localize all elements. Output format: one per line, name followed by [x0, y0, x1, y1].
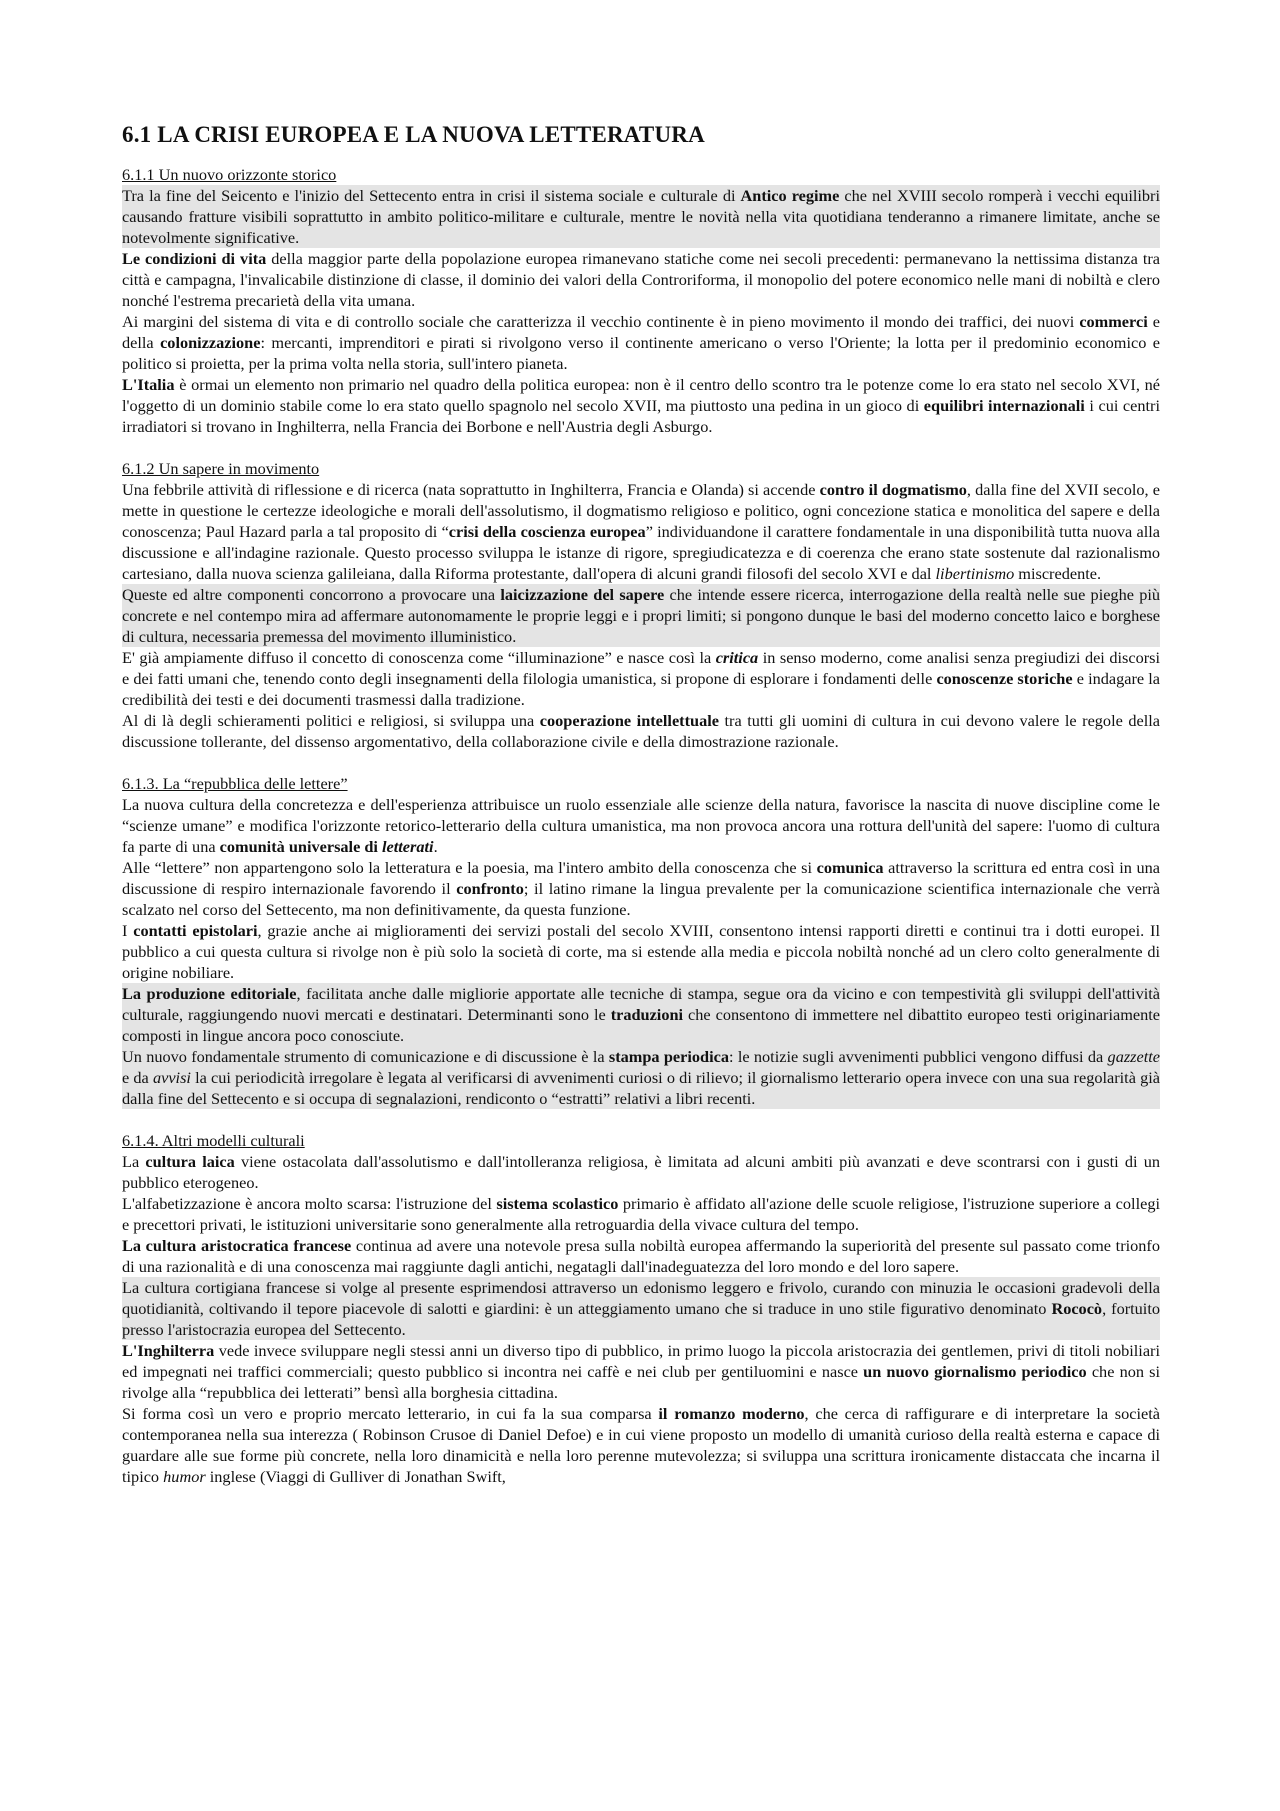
text-run: , grazie anche ai miglioramenti dei servizi postali del secolo XVIII, consentono intensi rapporti diretti e continui tra i dotti europei. Il pubblico a cui questa cultura si rivolge non è più solo la società di corte, ma si estende alla media e piccola nobiltà nonché ad un clero colto generalmente di origine nobiliare.: [122, 921, 1160, 982]
highlighted-paragraph: [122, 1046, 1160, 1109]
text-run: : mercanti, imprenditori e pirati si rivolgono verso il continente americano o verso l'Oriente; la lotta per il predominio economico e politico si proietta, per la prima volta nella storia, sull'intero pianeta.: [122, 333, 1161, 373]
text-run: miscredente.: [1014, 564, 1102, 583]
bold-term: confronto: [456, 879, 524, 898]
paragraph: [122, 1235, 1160, 1277]
highlighted-paragraph: [122, 185, 1160, 248]
text-run: continua ad avere una notevole presa sulla nobiltà europea affermando la superiorità del presente sul passato come trionfo di una razionalità e di una conoscenza mai raggiunte dagli antichi, negatagli dall'inadeguatezza del loro mondo e del loro sapere.: [122, 1236, 1160, 1276]
text-run: della maggior parte della popolazione europea rimanevano statiche come nei secoli precedenti: permanevano la nettissima distanza tra città e campagna, l'invalicabile distinzione di classe, il dominio dei valori della Controriforma, il monopolio del potere economico nelle mani di nobiltà e clero nonché l'estrema precarietà della vita umana.: [122, 249, 1160, 310]
text-run: tra tutti gli uomini di cultura in cui devono valere le regole della discussione tollerante, del dissenso argomentativo, della collaborazione civile e della dimostrazione razionale.: [122, 711, 1161, 751]
paragraph: [122, 647, 1160, 710]
text-run: La cultura cortigiana francese si volge al presente esprimendosi attraverso un edonismo leggero e frivolo, curando con minuzia le occasioni gradevoli della quotidianità, coltivando il tepore piacevole di salotti e giardini: è un atteggiamento umano che si traduce in uno stile figurativo denominato: [122, 1278, 1160, 1318]
bold-term: cooperazione intellettuale: [539, 711, 719, 730]
text-run: La: [122, 1152, 146, 1171]
section: [122, 773, 1160, 1109]
section-heading: 6.1.2 Un sapere in movimento: [122, 459, 320, 478]
paragraph: [122, 311, 1160, 374]
paragraph: [122, 1340, 1160, 1403]
bold-term: sistema scolastico: [496, 1194, 619, 1213]
bold-term: un nuovo giornalismo periodico: [863, 1362, 1087, 1381]
paragraph: [122, 479, 1160, 584]
text-run: è ormai un elemento non primario nel quadro della politica europea: non è il centro dello scontro tra le potenze come lo era stato nel secolo XVI, né l'oggetto di un dominio stabile come lo era stato quello spagnolo nel secolo XVII, ma piuttosto una pedina in un gioco di: [122, 375, 1160, 415]
text-run: che nel XVIII secolo romperà i vecchi equilibri causando fratture visibili soprattutto in ambito politico-militare e culturale, mentre le novità nella vita quotidiana tenderanno a rimanere limitate, anche se notevolmente significative.: [122, 186, 1160, 247]
text-run: , dalla fine del XVII secolo, e mette in questione le certezze ideologiche e morali dell'assolutismo, il dogmatismo religioso e politico, ogni concezione statica e monolitica del sapere e della conoscenza; Paul Hazard parla a tal proposito di “: [122, 480, 1160, 541]
text-run: ; il latino rimane la lingua prevalente per la comunicazione scientifica internazionale che verrà scalzato nel corso del Settecento, ma non definitivamente, da questa funzione.: [122, 879, 1161, 919]
bold-term: equilibri internazionali: [923, 396, 1085, 415]
paragraph: [122, 857, 1160, 920]
highlighted-paragraph: [122, 983, 1160, 1046]
bold-term: colonizzazione: [160, 333, 261, 352]
section: [122, 458, 1160, 752]
section-heading: 6.1.3. La “repubblica delle lettere”: [122, 774, 348, 793]
text-run: che intende essere ricerca, interrogazione della realtà nelle sue pieghe più concrete e nel contempo mira ad affermare autonomamente le proprie leggi e i propri limiti; si pongono dunque le basi del moderno concetto laico e borghese di cultura, necessaria premessa del movimento illuministico.: [122, 585, 1160, 646]
text-run: .: [433, 837, 438, 856]
bold-term: Antico regime: [740, 186, 840, 205]
bold-term: traduzioni: [610, 1005, 684, 1024]
paragraph: [122, 710, 1160, 752]
text-run: Un nuovo fondamentale strumento di comunicazione e di discussione è la: [122, 1047, 609, 1066]
paragraph: [122, 1193, 1160, 1235]
bold-term: comunica: [816, 858, 884, 877]
text-run: viene ostacolata dall'assolutismo e dall'intolleranza religiosa, è limitata ad alcuni ambiti più avanzati e deve scontrarsi con i gusti di un pubblico eterogeneo.: [122, 1152, 1160, 1192]
text-run: Si forma così un vero e proprio mercato letterario, in cui fa la sua comparsa: [122, 1404, 659, 1423]
highlighted-paragraph: [122, 584, 1160, 647]
text-run: i cui centri irradiatori si trovano in Inghilterra, nella Francia dei Borbone e nell'Austria degli Asburgo.: [122, 396, 1160, 436]
text-run: e da: [122, 1068, 153, 1087]
italic-term: avvisi: [152, 1068, 191, 1087]
section-heading: 6.1.4. Altri modelli culturali: [122, 1131, 305, 1150]
text-run: Queste ed altre componenti concorrono a provocare una: [122, 585, 501, 604]
bold-term: comunità universale di: [219, 837, 383, 856]
bold-term: commerci: [1079, 312, 1148, 331]
bold-term: La cultura aristocratica francese: [122, 1236, 352, 1255]
page-title: 6.1 LA CRISI EUROPEA E LA NUOVA LETTERATURA: [122, 122, 705, 147]
text-run: la cui periodicità irregolare è legata al verificarsi di avvenimenti curiosi o di rilievo; il giornalismo letterario opera invece con una sua regolarità già dalla fine del Settecento e si occupa di segnalazioni, rendiconto o “estratti” relativi a libri recenti.: [122, 1068, 1161, 1108]
text-run: Alle “lettere” non appartengono solo la letteratura e la poesia, ma l'intero ambito della conoscenza che si: [122, 858, 817, 877]
paragraph: [122, 920, 1160, 983]
text-run: e della: [122, 312, 1161, 352]
bold-term: stampa periodica: [608, 1047, 729, 1066]
highlighted-paragraph: [122, 1277, 1160, 1340]
text-run: , fortuito presso l'aristocrazia europea del Settecento.: [122, 1299, 1160, 1339]
text-run: in senso moderno, come analisi senza pregiudizi dei discorsi e dei fatti umani che, tenendo conto degli insegnamenti della filologia umanistica, si propone di esplorare i fondamenti delle: [122, 648, 1160, 688]
bold-term: L'Italia: [122, 375, 175, 394]
italic-term: gazzette: [1107, 1047, 1160, 1066]
bold-term: il romanzo moderno: [658, 1404, 805, 1423]
text-run: vede invece svilupparе negli stessi anni un diverso tipo di pubblico, in primo luogo la piccola aristocrazia dei gentlemen, privi di titoli nobiliari ed impegnati nei traffici commerciali; questo pubblico si incontra nei caffè e nei club per gentiluomini e nasce: [122, 1341, 1160, 1381]
bold-italic-term: critica: [715, 648, 759, 667]
bold-term: contatti epistolari: [133, 921, 258, 940]
text-run: ” individuandone il carattere fondamentale in una disponibilità tutta nuova alla discussione e all'indagine razionale. Questo processo sviluppa le istanze di rigore, spregiudicatezza e di coerenza che erano state sostenute dal razionalismo cartesiano, dalla nuova scienza galileiana, dalla Riforma protestante, dall'opera di alcuni grandi filosofi del secolo XVI e dal: [122, 522, 1160, 583]
text-run: Tra la fine del Seicento e l'inizio del Settecento entra in crisi il sistema sociale e culturale di: [122, 186, 741, 205]
text-run: Ai margini del sistema di vita e di controllo sociale che caratterizza il vecchio continente è in pieno movimento il mondo dei traffici, dei nuovi: [122, 312, 1080, 331]
bold-term: conoscenze storiche: [936, 669, 1073, 688]
paragraph: [122, 374, 1160, 437]
paragraph: [122, 1403, 1160, 1487]
text-run: : le notizie sugli avvenimenti pubblici vengono diffusi da: [729, 1047, 1108, 1066]
document-page: [122, 120, 1160, 1508]
text-run: , che cerca di raffigurare e di interpretare la società contemporanea nella sua interezza ( Robinson Crusoe di Daniel Defoe) e in cui viene proposto un modello di umanità curioso della realtà esterna e capace di guardare alle sue forme più concrete, nella loro dinamicità e nella loro perenne mutevolezza; si sviluppa una scrittura ironicamente distaccata che incarna il tipico: [122, 1404, 1161, 1486]
text-run: , facilitata anche dalle migliorie apportate alle tecniche di stampa, segue ora da vicino e con tempestività gli sviluppi dell'attività culturale, raggiungendo nuovi mercati e destinatari. Determinanti sono le: [122, 984, 1160, 1024]
bold-italic-term: letterati: [382, 837, 434, 856]
text-run: Una febbrile attività di riflessione e di ricerca (nata soprattutto in Inghilterra, Francia e Olanda) si accende: [122, 480, 820, 499]
section: [122, 164, 1160, 437]
text-run: attraverso la scrittura ed entra così in una discussione di respiro internazionale favorendo il: [122, 858, 1160, 898]
text-run: che consentono di immettere nel dibattito europeo testi originariamente composti in lingue ancora poco conosciute.: [122, 1005, 1160, 1045]
bold-term: L'Inghilterra: [122, 1341, 215, 1360]
text-run: L'alfabetizzazione è ancora molto scarsa: l'istruzione del: [122, 1194, 497, 1213]
text-run: I: [122, 921, 134, 940]
section: [122, 1130, 1160, 1487]
bold-term: contro il dogmatismo: [819, 480, 967, 499]
text-run: inglese (Viaggi di Gulliver di Jonathan Swift,: [205, 1467, 506, 1486]
italic-term: humor: [163, 1467, 206, 1486]
section-heading: 6.1.1 Un nuovo orizzonte storico: [122, 165, 337, 184]
italic-term: libertinismo: [935, 564, 1015, 583]
text-run: Al di là degli schieramenti politici e religiosi, si sviluppa una: [122, 711, 540, 730]
text-run: La nuova cultura della concretezza e dell'esperienza attribuisce un ruolo essenziale alle scienze della natura, favorisce la nascita di nuove discipline come le “scienze umane” e modifica l'orizzonte retorico-letterario della cultura umanistica, ma non provoca ancora una rottura dell'unità del sapere: l'uomo di cultura fa parte di una: [122, 795, 1160, 856]
bold-term: crisi della coscienza europea: [448, 522, 646, 541]
paragraph: [122, 794, 1160, 857]
paragraph: [122, 248, 1160, 311]
bold-term: cultura laica: [145, 1152, 235, 1171]
bold-term: laicizzazione del sapere: [500, 585, 665, 604]
text-run: E' già ampiamente diffuso il concetto di conoscenza come “illuminazione” e nasce così la: [122, 648, 716, 667]
text-run: e indagare la credibilità dei testi e dei documenti trasmessi dalla tradizione.: [122, 669, 1160, 709]
text-run: che non si rivolge alla “repubblica dei letterati” bensì alla borghesia cittadina.: [122, 1362, 1160, 1402]
bold-term: La produzione editoriale: [122, 984, 297, 1003]
sections-container: [122, 164, 1160, 1487]
paragraph: [122, 1151, 1160, 1193]
bold-term: Rococò: [1051, 1299, 1103, 1318]
bold-term: Le condizioni di vita: [122, 249, 267, 268]
text-run: primario è affidato all'azione delle scuole religiose, l'istruzione superiore a collegi e precettori privati, le istituzioni universitarie sono generalmente alla retroguardia della vivace cultura del tempo.: [122, 1194, 1160, 1234]
